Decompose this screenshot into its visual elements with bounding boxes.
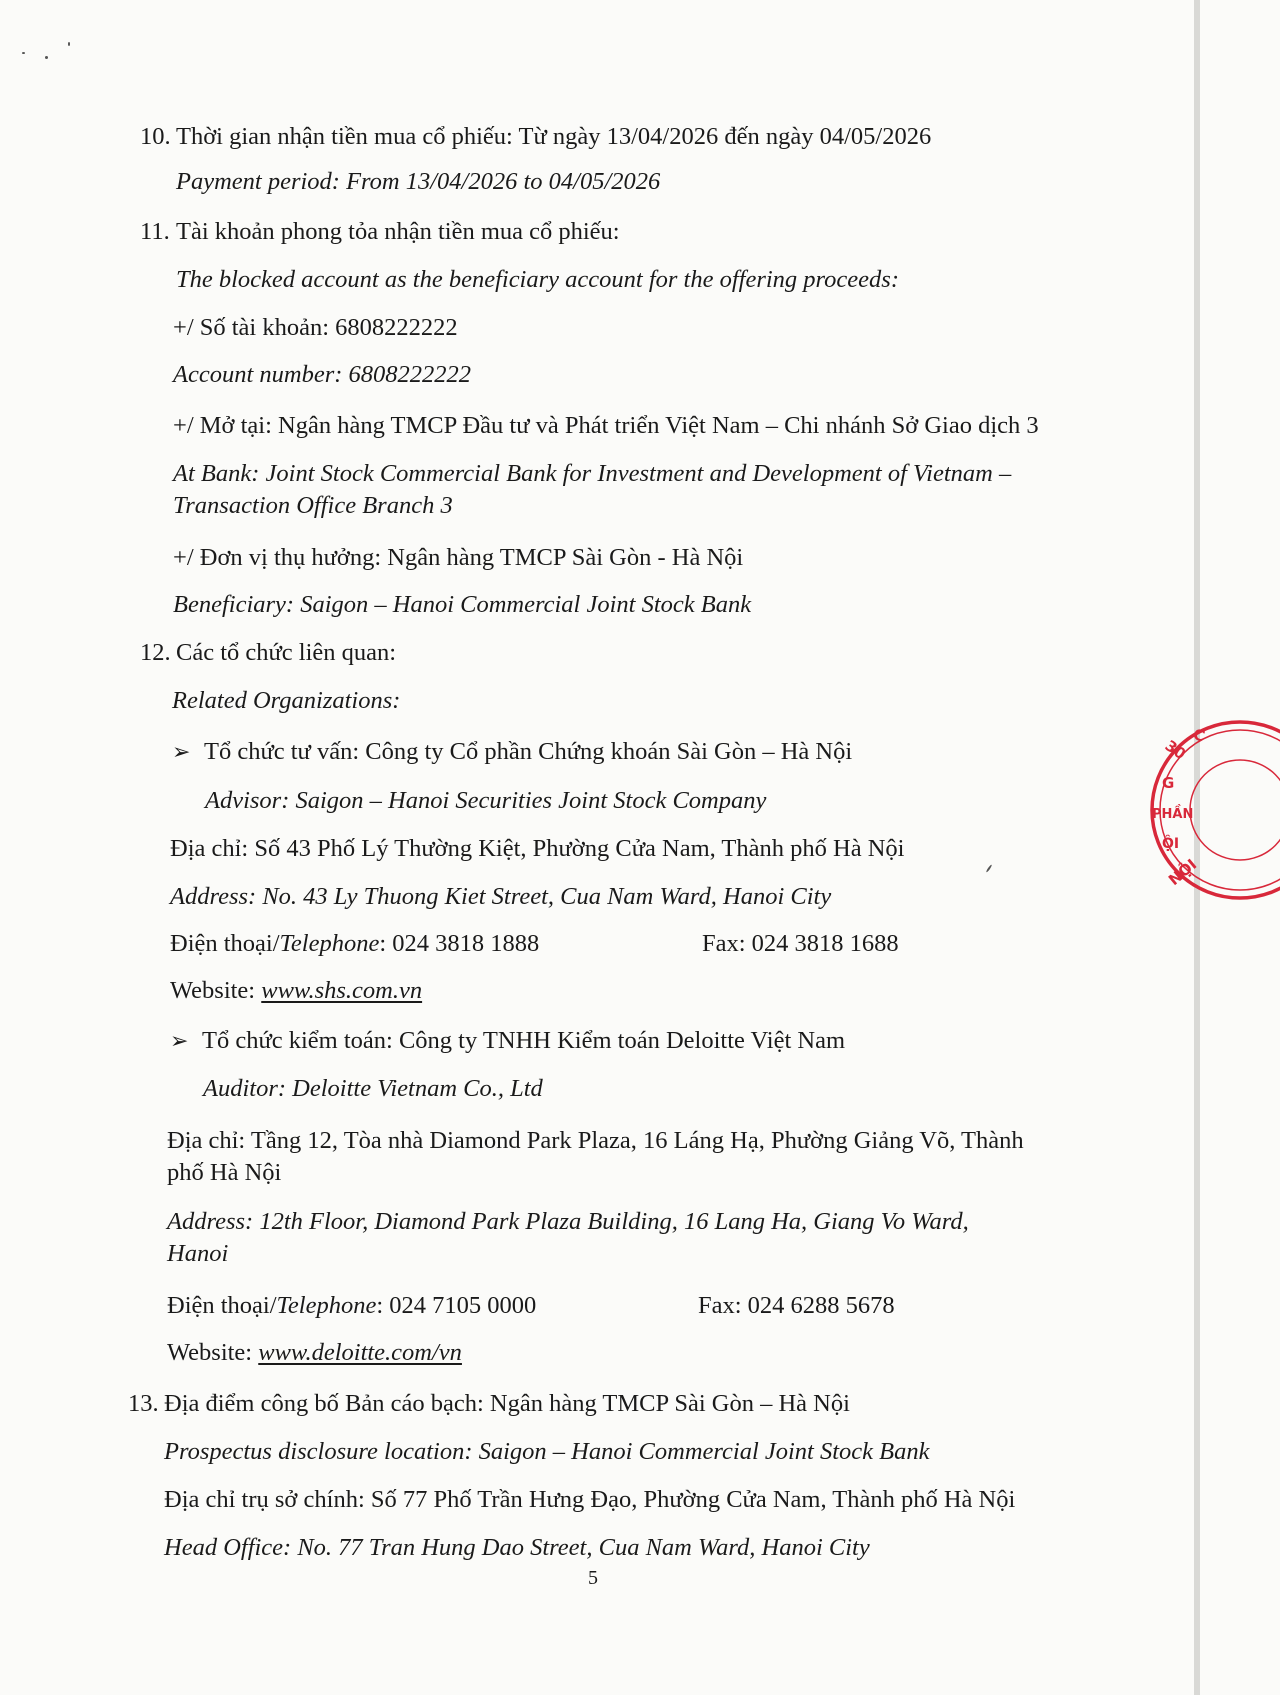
head-office-vi: Địa chỉ trụ sở chính: Số 77 Phố Trần Hưng Đạo, Phường Cửa Nam, Thành phố Hà Nội bbox=[164, 1486, 1016, 1513]
beneficiary-vi: +/ Đơn vị thụ hưởng: Ngân hàng TMCP Sài Gòn - Hà Nội bbox=[173, 544, 744, 571]
stamp-fragment: C bbox=[1190, 724, 1208, 746]
auditor-website-row: Website: www.deloitte.com/vn bbox=[167, 1339, 462, 1366]
account-number-en: Account number: 6808222222 bbox=[173, 361, 472, 388]
item-10-en: Payment period: From 13/04/2026 to 04/05/2026 bbox=[176, 168, 661, 195]
item-12-vi: 12. Các tổ chức liên quan: bbox=[140, 639, 397, 666]
item-11-vi: 11. Tài khoản phong tỏa nhận tiền mua cổ phiếu: bbox=[140, 218, 620, 245]
stamp-fragment: G bbox=[1162, 774, 1175, 792]
item-13-vi: 13. Địa điểm công bố Bản cáo bạch: Ngân hàng TMCP Sài Gòn – Hà Nội bbox=[128, 1390, 850, 1417]
item-12-en: Related Organizations: bbox=[172, 687, 401, 714]
scan-speck bbox=[45, 56, 48, 59]
auditor-website-link[interactable]: www.deloitte.com/vn bbox=[258, 1339, 462, 1366]
stamp-fragment: PHẦN bbox=[1152, 807, 1194, 822]
auditor-address-en-line-2: Hanoi bbox=[167, 1240, 229, 1267]
advisor-website-row: Website: www.shs.com.vn bbox=[170, 977, 423, 1004]
auditor-vi: ➢ Tổ chức kiểm toán: Công ty TNHH Kiểm toán Deloitte Việt Nam bbox=[170, 1027, 846, 1054]
advisor-vi: ➢ Tổ chức tư vấn: Công ty Cổ phần Chứng khoán Sài Gòn – Hà Nội bbox=[172, 738, 853, 765]
item-10-vi: 10. Thời gian nhận tiền mua cổ phiếu: Từ ngày 13/04/2026 đến ngày 04/05/2026 bbox=[140, 123, 932, 150]
auditor-address-en-line-1: Address: 12th Floor, Diamond Park Plaza Building, 16 Lang Ha, Giang Vo Ward, bbox=[167, 1208, 969, 1235]
auditor-address-vi-line-1: Địa chỉ: Tầng 12, Tòa nhà Diamond Park Plaza, 16 Láng Hạ, Phường Giảng Võ, Thành bbox=[167, 1127, 1024, 1154]
item-13-en: Prospectus disclosure location: Saigon – Hanoi Commercial Joint Stock Bank bbox=[164, 1438, 930, 1465]
bullet-arrow-icon: ➢ bbox=[172, 739, 191, 764]
auditor-en: Auditor: Deloitte Vietnam Co., Ltd bbox=[203, 1075, 543, 1102]
account-number-vi: +/ Số tài khoản: 6808222222 bbox=[173, 314, 458, 341]
head-office-en: Head Office: No. 77 Tran Hung Dao Street, Cua Nam Ward, Hanoi City bbox=[164, 1534, 870, 1561]
stamp-fragment: NỘI bbox=[1165, 855, 1201, 890]
stamp-fragment: ỘI bbox=[1162, 836, 1180, 852]
beneficiary-en: Beneficiary: Saigon – Hanoi Commercial Joint Stock Bank bbox=[173, 591, 752, 618]
page-number: 5 bbox=[588, 1567, 598, 1589]
company-stamp-icon bbox=[1140, 720, 1280, 900]
scan-speck bbox=[22, 52, 25, 54]
advisor-fax: Fax: 024 3818 1688 bbox=[702, 930, 899, 957]
advisor-address-en: Address: No. 43 Ly Thuong Kiet Street, Cua Nam Ward, Hanoi City bbox=[170, 883, 832, 910]
advisor-website-link[interactable]: www.shs.com.vn bbox=[261, 977, 423, 1004]
bank-en-line-1: At Bank: Joint Stock Commercial Bank for Investment and Development of Vietnam – bbox=[173, 460, 1012, 487]
bank-en-line-2: Transaction Office Branch 3 bbox=[173, 492, 453, 519]
auditor-fax: Fax: 024 6288 5678 bbox=[698, 1292, 895, 1319]
bank-vi: +/ Mở tại: Ngân hàng TMCP Đầu tư và Phát triển Việt Nam – Chi nhánh Sở Giao dịch 3 bbox=[173, 412, 1039, 439]
scan-speck bbox=[986, 864, 993, 873]
bullet-arrow-icon: ➢ bbox=[170, 1028, 189, 1053]
auditor-address-vi-line-2: phố Hà Nội bbox=[167, 1159, 282, 1186]
item-11-en: The blocked account as the beneficiary account for the offering proceeds: bbox=[176, 266, 900, 293]
advisor-telephone: Điện thoại/Telephone: 024 3818 1888 bbox=[170, 930, 540, 957]
advisor-en: Advisor: Saigon – Hanoi Securities Joint Stock Company bbox=[205, 787, 767, 814]
auditor-telephone: Điện thoại/Telephone: 024 7105 0000 bbox=[167, 1292, 537, 1319]
scan-speck bbox=[68, 42, 70, 46]
stamp-fragment: 30 bbox=[1161, 736, 1190, 764]
advisor-address-vi: Địa chỉ: Số 43 Phố Lý Thường Kiệt, Phường Cửa Nam, Thành phố Hà Nội bbox=[170, 835, 905, 862]
